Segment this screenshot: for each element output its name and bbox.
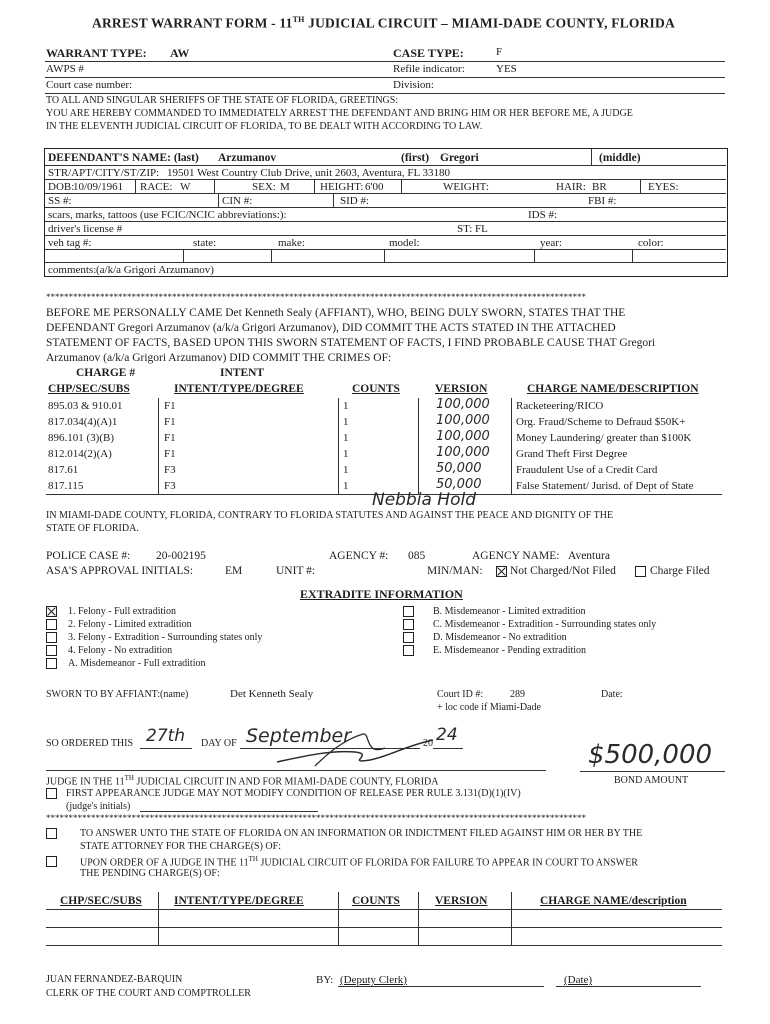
charge-filed-checkbox[interactable] bbox=[635, 566, 646, 577]
charge-chp: 817.115 bbox=[48, 480, 84, 492]
deputy-clerk-label: (Deputy Clerk) bbox=[340, 974, 407, 986]
eyes-label: EYES: bbox=[648, 181, 679, 193]
extradite-right-option: C. Misdemeanor - Extradition - Surrounding states only bbox=[433, 619, 657, 630]
extradite-left-checkbox[interactable] bbox=[46, 645, 57, 656]
refile-label: Refile indicator: bbox=[393, 63, 465, 75]
hair-label: HAIR: bbox=[556, 181, 586, 193]
scars-label: scars, marks, tattoos (use FCIC/NCIC abbreviations:): bbox=[48, 209, 287, 221]
sex-value: M bbox=[280, 181, 290, 193]
charge-degree: F1 bbox=[164, 416, 176, 428]
charge-counts: 1 bbox=[343, 480, 349, 492]
charge-degree: F1 bbox=[164, 400, 176, 412]
extradite-left-option: 3. Felony - Extradition - Surrounding states only bbox=[68, 632, 263, 643]
court-id-value: 289 bbox=[510, 689, 525, 700]
warrant-type-value: AW bbox=[170, 46, 190, 60]
nebbia-hold-handwritten: Nebbia Hold bbox=[372, 490, 477, 510]
dob-value: 10/09/1961 bbox=[73, 181, 124, 193]
charge-counts: 1 bbox=[343, 448, 349, 460]
charge-desc: Racketeering/RICO bbox=[516, 400, 604, 412]
charge-desc: Grand Theft First Degree bbox=[516, 448, 628, 460]
charge-desc: Org. Fraud/Scheme to Defraud $50K+ bbox=[516, 416, 686, 428]
fbi-label: FBI #: bbox=[588, 195, 617, 207]
model-label: model: bbox=[389, 237, 420, 249]
charge-bond: 50,000 bbox=[436, 477, 482, 492]
charge-counts: 1 bbox=[343, 464, 349, 476]
form-title bbox=[92, 16, 675, 30]
charge-desc: Money Laundering/ greater than $100K bbox=[516, 432, 692, 444]
defendant-name-label: DEFENDANT'S NAME: (last) bbox=[48, 152, 199, 164]
warrant-type-label: WARRANT TYPE: bbox=[46, 46, 147, 60]
court-case-label: Court case number: bbox=[46, 79, 133, 91]
answer-checkbox[interactable] bbox=[46, 828, 57, 839]
version-header: VERSION bbox=[435, 383, 488, 395]
bottom-chp-header: CHP/SEC/SUBS bbox=[60, 895, 142, 907]
police-case-label: POLICE CASE #: bbox=[46, 550, 131, 562]
extradite-left-option: 4. Felony - No extradition bbox=[68, 645, 173, 656]
clerk-name: JUAN FERNANDEZ-BARQUIN bbox=[46, 974, 183, 985]
minman-label: MIN/MAN: bbox=[427, 565, 483, 577]
charge-counts: 1 bbox=[343, 400, 349, 412]
court-id-label: Court ID #: bbox=[437, 689, 484, 700]
extradite-left-checkbox[interactable] bbox=[46, 619, 57, 630]
upon-order-sup: TH bbox=[248, 855, 258, 863]
by-label: BY: bbox=[316, 974, 334, 986]
affiant-text-3: STATEMENT OF FACTS, BASED UPON THIS SWORN STATEMENT OF FACTS, I FIND PROBABLE CAUSE THAT Gregori bbox=[46, 337, 656, 349]
hair-value: BR bbox=[592, 181, 607, 193]
address-label: STR/APT/CITY/ST/ZIP: bbox=[48, 167, 160, 179]
state-label: state: bbox=[193, 237, 217, 249]
first-appearance-checkbox[interactable] bbox=[46, 788, 57, 799]
make-label: make: bbox=[278, 237, 305, 249]
charge-num-header: CHARGE # bbox=[76, 367, 136, 379]
counts-header: COUNTS bbox=[352, 383, 400, 395]
answer-text-2: STATE ATTORNEY FOR THE CHARGE(S) OF: bbox=[80, 841, 281, 852]
sid-label: SID #: bbox=[340, 195, 370, 207]
extradite-right-option: D. Misdemeanor - No extradition bbox=[433, 632, 567, 643]
asa-label: ASA'S APPROVAL INITIALS: bbox=[46, 565, 194, 577]
bond-amount-label: BOND AMOUNT bbox=[614, 775, 689, 786]
so-ordered-year: 24 bbox=[436, 725, 458, 745]
charge-degree: F3 bbox=[164, 480, 176, 492]
extradite-left-checkbox[interactable] bbox=[46, 658, 57, 669]
title-sup: TH bbox=[292, 15, 305, 24]
defendant-first: Gregori bbox=[440, 152, 479, 164]
weight-label: WEIGHT: bbox=[443, 181, 489, 193]
color-label: color: bbox=[638, 237, 664, 249]
upon-order-pre: UPON ORDER OF A JUDGE IN THE 11 bbox=[80, 857, 249, 869]
charge-desc: Fraudulent Use of a Credit Card bbox=[516, 464, 658, 476]
extradite-right-checkbox[interactable] bbox=[403, 606, 414, 617]
judge-line-pre: JUDGE IN THE 11 bbox=[46, 776, 125, 788]
judge-line-post: JUDICIAL CIRCUIT IN AND FOR MIAMI-DADE COUNTY, FLORIDA bbox=[133, 776, 439, 788]
charge-degree: F1 bbox=[164, 448, 176, 460]
charge-degree: F1 bbox=[164, 432, 176, 444]
comments-label: comments: bbox=[48, 264, 97, 276]
cin-label: CIN #: bbox=[222, 195, 253, 207]
charge-bond: 50,000 bbox=[436, 461, 482, 476]
intent-header: INTENT bbox=[220, 367, 265, 379]
case-type-value: F bbox=[496, 46, 503, 58]
date-paren-label: (Date) bbox=[564, 974, 593, 986]
upon-order-post: JUDICIAL CIRCUIT OF FLORIDA FOR FAILURE TO APPEAR IN COURT TO ANSWER bbox=[257, 857, 638, 869]
title-part: ARREST WARRANT FORM - 11 bbox=[92, 15, 293, 31]
height-label: HEIGHT: bbox=[320, 181, 364, 193]
extradite-left-checkbox[interactable] bbox=[46, 606, 57, 617]
not-charged-checkbox[interactable] bbox=[496, 566, 507, 577]
bottom-itd-header: INTENT/TYPE/DEGREE bbox=[174, 895, 304, 907]
not-charged-label: Not Charged/Not Filed bbox=[510, 565, 616, 577]
division-label: Division: bbox=[393, 79, 434, 91]
upon-order-text-2: THE PENDING CHARGE(S) OF: bbox=[80, 868, 220, 879]
agency-name-label: AGENCY NAME: bbox=[472, 550, 560, 562]
height-value: 6'00 bbox=[365, 181, 384, 193]
extradite-right-checkbox[interactable] bbox=[403, 619, 414, 630]
extradite-left-option: A. Misdemeanor - Full extradition bbox=[68, 658, 206, 669]
st-label: ST: bbox=[457, 223, 473, 235]
clerk-title: CLERK OF THE COURT AND COMPTROLLER bbox=[46, 988, 251, 999]
affiant-text-1: BEFORE ME PERSONALLY CAME Det Kenneth Sealy (AFFIANT), WHO, BEING DULY SWORN, STATES THAT THE bbox=[46, 307, 626, 319]
case-type-label: CASE TYPE: bbox=[393, 46, 464, 60]
charge-bond: 100,000 bbox=[436, 397, 490, 412]
judge-line bbox=[46, 775, 439, 787]
charge-degree: F3 bbox=[164, 464, 176, 476]
bottom-desc-header: CHARGE NAME/description bbox=[540, 895, 687, 907]
dl-label: driver's license # bbox=[48, 223, 123, 235]
charge-bond: 100,000 bbox=[436, 429, 490, 444]
extradite-right-option: E. Misdemeanor - Pending extradition bbox=[433, 645, 587, 656]
charge-chp: 895.03 & 910.01 bbox=[48, 400, 123, 412]
separator-stars-2: ************************************************************************************************************************ bbox=[46, 814, 586, 823]
command-text-3: IN THE ELEVENTH JUDICIAL CIRCUIT OF FLORIDA, TO BE DEALT WITH ACCORDING TO LAW. bbox=[46, 121, 483, 132]
asa-value: EM bbox=[225, 565, 243, 577]
charge-counts: 1 bbox=[343, 416, 349, 428]
extradite-left-option: 2. Felony - Limited extradition bbox=[68, 619, 192, 630]
bond-amount-value: $500,000 bbox=[588, 740, 713, 770]
extradite-title: EXTRADITE INFORMATION bbox=[300, 587, 463, 601]
affiant-text-4: Arzumanov (a/k/a Grigori Arzumanov) DID COMMIT THE CRIMES OF: bbox=[46, 352, 392, 364]
defendant-first-label: (first) bbox=[401, 152, 430, 164]
upon-order-text-1 bbox=[80, 856, 638, 868]
ss-label: SS #: bbox=[48, 195, 72, 207]
chp-header: CHP/SEC/SUBS bbox=[48, 383, 130, 395]
command-text-2: YOU ARE HEREBY COMMANDED TO IMMEDIATELY ARREST THE DEFENDANT AND BRING HIM OR HER BEFORE ME, A JUDGE bbox=[46, 108, 633, 119]
bottom-counts-header: COUNTS bbox=[352, 895, 400, 907]
extradite-left-option: 1. Felony - Full extradition bbox=[68, 606, 177, 617]
police-case-value: 20-002195 bbox=[156, 550, 206, 562]
charge-desc: False Statement/ Jurisd. of Dept of State bbox=[516, 480, 694, 492]
agency-name-value: Aventura bbox=[568, 550, 610, 562]
charge-chp: 817.034(4)(A)1 bbox=[48, 416, 118, 428]
sex-label: SEX: bbox=[252, 181, 276, 193]
loc-code-note: + loc code if Miami-Dade bbox=[437, 702, 541, 713]
dob-label: DOB: bbox=[48, 181, 75, 193]
so-ordered-day: 27th bbox=[146, 726, 186, 746]
sworn-date-label: Date: bbox=[601, 689, 623, 700]
judge-initials-label: (judge's initials) bbox=[66, 801, 131, 812]
judge-line-sup: TH bbox=[124, 774, 134, 782]
year-label: year: bbox=[540, 237, 562, 249]
affiant-text-2: DEFENDANT Gregori Arzumanov (a/k/a Grigori Arzumanov), DID COMMIT THE ACTS STATED IN THE ATTACHED bbox=[46, 322, 616, 334]
charges-table bbox=[46, 398, 722, 494]
sworn-name: Det Kenneth Sealy bbox=[230, 688, 314, 700]
extradite-right-option: B. Misdemeanor - Limited extradition bbox=[433, 606, 586, 617]
agency-value: 085 bbox=[408, 550, 426, 562]
desc-header: CHARGE NAME/DESCRIPTION bbox=[527, 383, 699, 395]
year-pre: 20 bbox=[423, 738, 433, 749]
agency-label: AGENCY #: bbox=[329, 550, 389, 562]
race-label: RACE: bbox=[140, 181, 173, 193]
command-text-1: TO ALL AND SINGULAR SHERIFFS OF THE STATE OF FLORIDA, GREETINGS: bbox=[46, 95, 399, 106]
itd-header: INTENT/TYPE/DEGREE bbox=[174, 383, 304, 395]
extradite-left-checkbox[interactable] bbox=[46, 632, 57, 643]
first-appearance-text: FIRST APPEARANCE JUDGE MAY NOT MODIFY CONDITION OF RELEASE PER RULE 3.131(D)(1)(IV) bbox=[66, 788, 521, 799]
defendant-last: Arzumanov bbox=[218, 152, 277, 164]
answer-text-1: TO ANSWER UNTO THE STATE OF FLORIDA ON AN INFORMATION OR INDICTMENT FILED AGAINST HIM OR HER BY THE bbox=[80, 828, 643, 839]
race-value: W bbox=[180, 181, 191, 193]
so-ordered-month: September bbox=[246, 725, 352, 747]
defendant-middle-label: (middle) bbox=[599, 152, 641, 164]
refile-value: YES bbox=[496, 63, 517, 75]
so-ordered-label: SO ORDERED THIS bbox=[46, 738, 134, 749]
charge-chp: 896.101 (3)(B) bbox=[48, 432, 114, 444]
county-text-1: IN MIAMI-DADE COUNTY, FLORIDA, CONTRARY TO FLORIDA STATUTES AND AGAINST THE PEACE AND DIGNITY OF THE bbox=[46, 510, 614, 521]
judge-signature bbox=[275, 726, 435, 771]
day-of-label: DAY OF bbox=[201, 738, 237, 749]
comments-value: (a/k/a Grigori Arzumanov) bbox=[96, 264, 214, 276]
separator-stars-1: ************************************************************************************************************************ bbox=[46, 293, 586, 302]
sworn-label: SWORN TO BY AFFIANT:(name) bbox=[46, 689, 189, 700]
charge-filed-label: Charge Filed bbox=[650, 565, 710, 577]
title-part-2: JUDICIAL CIRCUIT – MIAMI-DADE COUNTY, FLORIDA bbox=[304, 15, 675, 31]
veh-tag-label: veh tag #: bbox=[48, 237, 92, 249]
address-value: 19501 West Country Club Drive, unit 2603, Aventura, FL 33180 bbox=[167, 167, 451, 179]
st-value: FL bbox=[475, 223, 488, 235]
charge-bond: 100,000 bbox=[436, 445, 490, 460]
upon-order-checkbox[interactable] bbox=[46, 856, 57, 867]
extradite-right-checkbox[interactable] bbox=[403, 632, 414, 643]
charge-chp: 812.014(2)(A) bbox=[48, 448, 112, 460]
charge-counts: 1 bbox=[343, 432, 349, 444]
extradite-right-checkbox[interactable] bbox=[403, 645, 414, 656]
bottom-version-header: VERSION bbox=[435, 895, 488, 907]
awps-label: AWPS # bbox=[46, 63, 84, 75]
charge-chp: 817.61 bbox=[48, 464, 79, 476]
county-text-2: STATE OF FLORIDA. bbox=[46, 523, 139, 534]
charge-bond: 100,000 bbox=[436, 413, 490, 428]
ids-label: IDS #: bbox=[528, 209, 558, 221]
unit-label: UNIT #: bbox=[276, 565, 316, 577]
